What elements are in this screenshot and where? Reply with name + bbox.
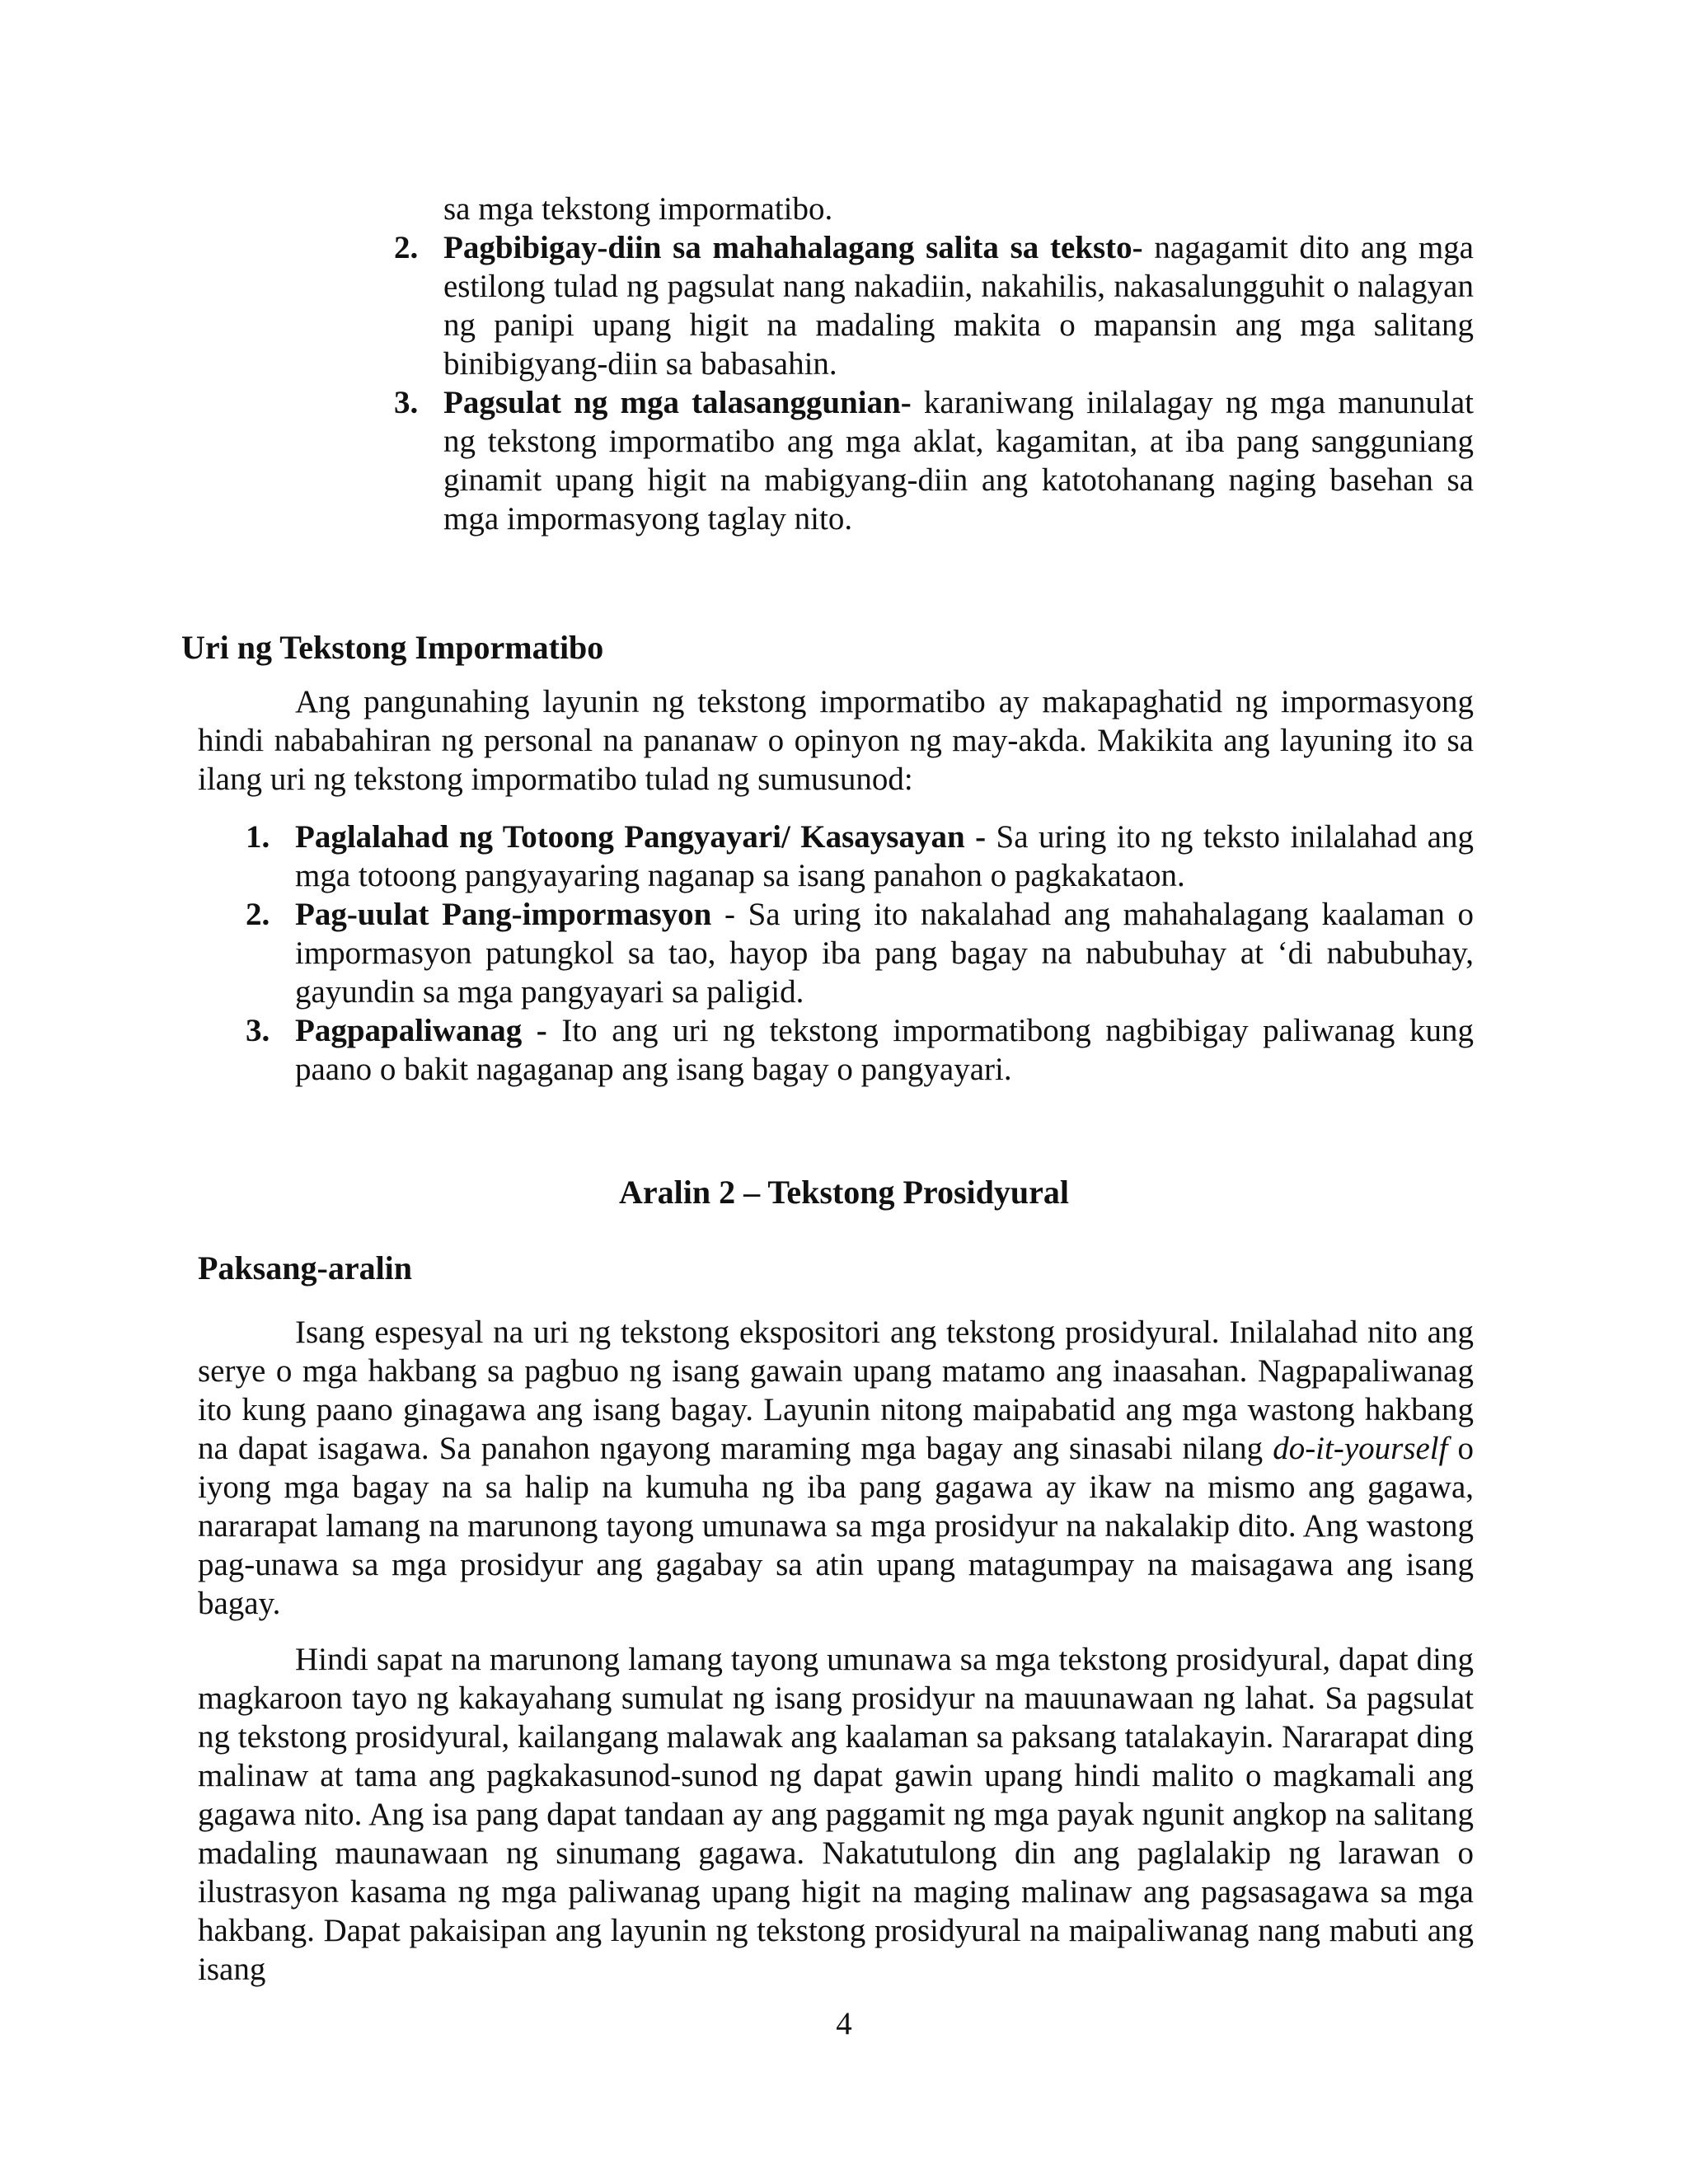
list-number: 1. bbox=[246, 819, 270, 855]
list-number: 3. bbox=[394, 385, 419, 420]
list-item-text: - Sa uring ito nakalahad ang mahahalagang kaalaman o impormasyon patungkol sa tao, hayop iba pang bagay na nabubuhay at ‘di nabubuhay, gayundin sa mga pangyayari sa paligid. bbox=[295, 897, 1474, 1010]
body-paragraph: Hindi sapat na marunong lamang tayong umunawa sa mga tekstong prosidyural, dapat ding magkaroon tayo ng kakayahang sumulat ng isang prosidyur na mauunawaan ng lahat. Sa pagsulat ng tekstong prosidyural, kailangang malawak ang kaalaman sa paksang tatalakayin. Nararapat ding malinaw at tama ang pagkakasunod-sunod ng dapat gawin upang hindi malito o magkamali ang gagawa nito. Ang isa pang dapat tandaan ay ang paggamit ng mga payak ngunit angkop na salitang madaling maunawaan ng sinumang gagawa. Nakatutulong din ang paglalakip ng larawan o ilustrasyon kasama ng mga paliwanag upang higit na maging malinaw ang pagsasagawa sa mga hakbang. Dapat pakaisipan ang layunin ng tekstong prosidyural na maipaliwanag nang mabuti ang isang bbox=[198, 1642, 1474, 1987]
section-subheading: Paksang-aralin bbox=[198, 1249, 413, 1286]
section-heading: Uri ng Tekstong Impormatibo bbox=[181, 629, 604, 666]
list-item-term: Paglalahad ng Totoong Pangyayari/ Kasaysayan - bbox=[295, 819, 987, 855]
body-italic: do-it-yourself bbox=[1273, 1431, 1448, 1466]
list-item-term: Pag-uulat Pang-impormasyon bbox=[295, 897, 712, 932]
section-intro: Ang pangunahing layunin ng tekstong impormatibo ay makapaghatid ng impormasyong hindi nababahiran ng personal na pananaw o opinyon ng may-akda. Makikita ang layuning ito sa ilang uri ng tekstong impormatibo tulad ng sumusunod: bbox=[198, 684, 1474, 797]
list-item bbox=[443, 383, 1474, 538]
list-item bbox=[295, 818, 1474, 895]
list-item-term: Pagbibigay-diin sa mahahalagang salita sa teksto- bbox=[443, 230, 1143, 265]
list-item-text: nagagamit dito ang mga estilong tulad ng pagsulat nang nakadiin, nakahilis, nakasalungguhit o nalagyan ng panipi upang higit na madaling makita o mapansin ang mga salitang binibigyang-diin sa babasahin. bbox=[443, 230, 1474, 382]
list-item-text: Sa uring ito ng teksto inilalahad ang mga totoong pangyayaring naganap sa isang panahon o pagkakataon. bbox=[295, 819, 1474, 893]
page-number: 4 bbox=[836, 2006, 852, 2041]
list-item-text: karaniwang inilalagay ng mga manunulat ng tekstong impormatibo ang mga aklat, kagamitan, at iba pang sangguniang ginamit upang higit na mabigyang-diin ang katotohanang naging basehan sa mga impormasyong taglay nito. bbox=[443, 385, 1474, 537]
body-paragraph bbox=[198, 1313, 1474, 1623]
list-item-term: Pagpapaliwanag - bbox=[295, 1013, 547, 1048]
body-text: Isang espesyal na uri ng tekstong ekspositori ang tekstong prosidyural. Inilalahad nito ang serye o mga hakbang sa pagbuo ng isang gawain upang matamo ang inaasahan. Nagpapaliwanag ito kung paano ginagawa ang isang bagay. Layunin nitong maipabatid ang mga wastong hakbang na dapat isagawa. Sa panahon ngayong maraming mga bagay ang sinasabi nilang bbox=[198, 1315, 1474, 1466]
list-item bbox=[295, 895, 1474, 1011]
list-number: 2. bbox=[246, 897, 270, 932]
lesson-title: Aralin 2 – Tekstong Prosidyural bbox=[618, 1174, 1070, 1211]
list-continuation: sa mga tekstong impormatibo. bbox=[443, 191, 833, 227]
list-number: 3. bbox=[246, 1013, 270, 1048]
list-number: 2. bbox=[394, 230, 419, 265]
list-item-text: Ito ang uri ng tekstong impormatibong nagbibigay paliwanag kung paano o bakit nagaganap ang isang bagay o pangyayari. bbox=[295, 1013, 1474, 1087]
list-item bbox=[295, 1011, 1474, 1089]
list-item-term: Pagsulat ng mga talasanggunian- bbox=[443, 385, 912, 420]
body-text: o iyong mga bagay na sa halip na kumuha ng iba pang gagawa ay ikaw na mismo ang gagawa, nararapat lamang na marunong tayong umunawa sa mga prosidyur na nakalakip dito. Ang wastong pag-unawa sa mga prosidyur ang gagabay sa atin upang matagumpay na maisagawa ang isang bagay. bbox=[198, 1431, 1475, 1621]
list-item bbox=[443, 228, 1474, 383]
